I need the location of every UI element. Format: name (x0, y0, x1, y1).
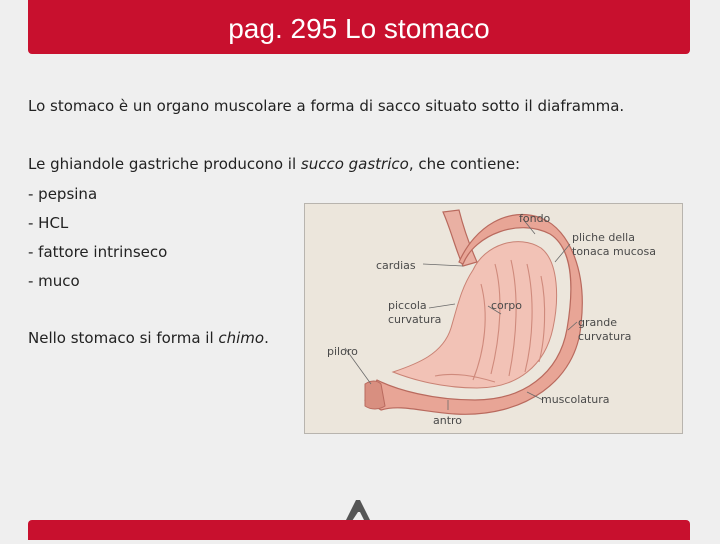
list-item: - HCL (28, 214, 69, 232)
gastric-glands-paragraph (28, 154, 520, 174)
chyme-paragraph (28, 328, 269, 348)
chyme-prefix: Nello stomaco si forma il (28, 329, 219, 347)
footer-bar (28, 520, 690, 540)
label-pliche-1: pliche della (572, 231, 635, 244)
label-cardias: cardias (376, 259, 416, 272)
chyme-suffix: . (264, 329, 269, 347)
chyme-term: chimo (218, 329, 265, 347)
list-item: - muco (28, 272, 80, 290)
label-piloro: piloro (327, 345, 358, 358)
label-piccola-2: curvatura (388, 313, 442, 326)
glands-term: succo gastrico (300, 155, 409, 173)
stomach-illustration (305, 204, 682, 433)
list-item: - pepsina (28, 185, 98, 203)
label-antro: antro (433, 414, 463, 427)
label-fondo: fondo (519, 212, 551, 225)
glands-prefix: Le ghiandole gastriche producono il (28, 155, 301, 173)
label-piccola-1: piccola (388, 299, 427, 312)
intro-paragraph: Lo stomaco è un organo muscolare a forma di sacco situato sotto il diaframma. (28, 97, 625, 115)
glands-suffix: , che contiene: (408, 155, 521, 173)
label-grande-2: curvatura (578, 330, 632, 343)
label-muscolatura: muscolatura (541, 393, 610, 406)
slide-title: pag. 295 Lo stomaco (28, 0, 690, 54)
label-grande-1: grande (578, 316, 617, 329)
stomach-diagram (304, 203, 683, 434)
list-item: - fattore intrinseco (28, 243, 168, 261)
esophagus-shape (443, 210, 477, 266)
label-corpo: corpo (491, 299, 523, 312)
label-pliche-2: tonaca mucosa (572, 245, 656, 258)
